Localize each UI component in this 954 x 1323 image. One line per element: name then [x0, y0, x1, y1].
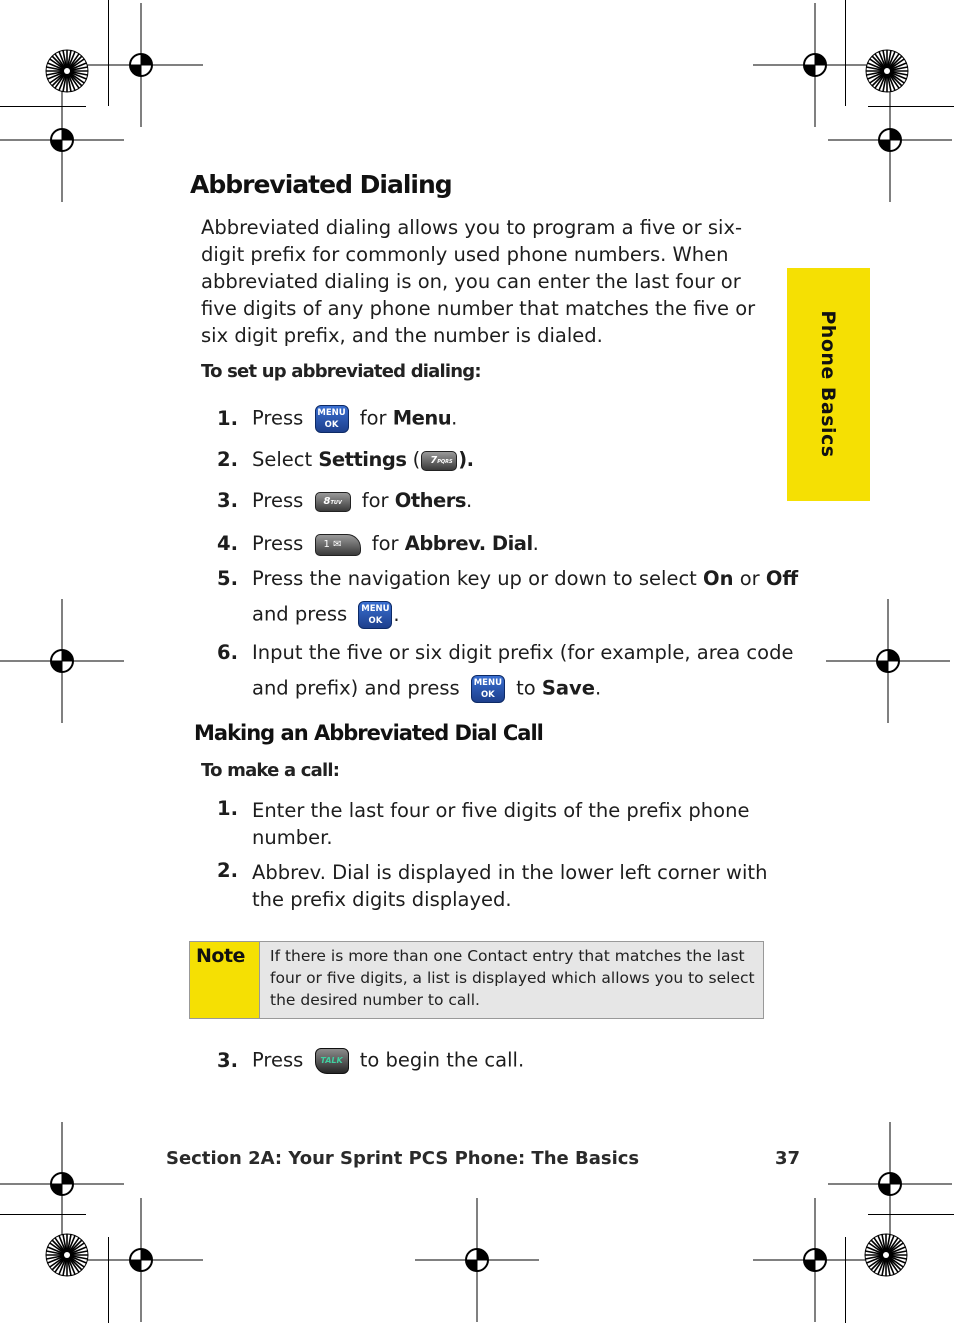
- setup-step-1: 1. Press MENU OK for Menu.: [217, 405, 457, 433]
- make-call-step-3: 3. Press TALK to begin the call.: [217, 1048, 524, 1074]
- step-number: 3.: [217, 489, 238, 512]
- menu-ok-key-icon: MENU OK: [358, 601, 392, 629]
- page-number: 37: [775, 1148, 801, 1169]
- make-call-step-1: Enter the last four or five digits of the prefix phone number.: [252, 799, 750, 849]
- key-8-icon: 8TUV: [315, 492, 351, 512]
- step-number: 2.: [217, 859, 238, 882]
- key-7-icon: 7PQRS: [421, 451, 457, 471]
- setup-step-6-line-2: and prefix) and press MENU OK to Save.: [252, 675, 601, 703]
- section-side-tab-label: Phone Basics: [817, 310, 839, 458]
- setup-step-2: 2. Select Settings ( 7PQRS ).: [217, 448, 474, 471]
- setup-step-6-line-1: Input the five or six digit prefix (for example, area code: [252, 641, 794, 664]
- step-number: 5.: [217, 567, 238, 590]
- setup-step-4: 4. Press 1 ✉ for Abbrev. Dial.: [217, 532, 539, 555]
- footer-section-title: Section 2A: Your Sprint PCS Phone: The Basics: [166, 1148, 640, 1169]
- setup-step-5-line-1: Press the navigation key up or down to select On or Off: [252, 567, 799, 590]
- talk-key-icon: TALK: [315, 1048, 349, 1074]
- key-1-voicemail-icon: 1 ✉: [315, 534, 361, 556]
- note-label-cell: Note: [190, 942, 260, 1018]
- step-number: 1.: [217, 406, 238, 430]
- menu-ok-key-icon: MENU OK: [315, 405, 349, 433]
- step-number: 6.: [217, 641, 238, 664]
- setup-lead: To set up abbreviated dialing:: [201, 361, 481, 382]
- make-call-lead: To make a call:: [201, 760, 340, 781]
- step-number: 1.: [217, 797, 238, 820]
- make-call-step-2: Abbrev. Dial is displayed in the lower left corner with the prefix digits displayed.: [252, 861, 768, 911]
- note-text: If there is more than one Contact entry that matches the last four or five digits, a list is displayed which allows you to select the desired number to call.: [270, 947, 755, 1009]
- setup-step-3: 3. Press 8TUV for Others.: [217, 489, 473, 512]
- intro-paragraph: Abbreviated dialing allows you to program a five or six-digit prefix for commonly used phone numbers. When abbreviated dialing is on, you can enter the last four or five digits of any phone number that matches the five or six digit prefix, and the number is dialed.: [201, 216, 756, 347]
- menu-ok-key-icon: MENU OK: [471, 675, 505, 703]
- step-number: 4.: [217, 532, 238, 555]
- section-heading: Making an Abbreviated Dial Call: [194, 721, 543, 745]
- page-title: Abbreviated Dialing: [190, 170, 452, 199]
- setup-step-5-line-2: and press MENU OK .: [252, 601, 400, 629]
- step-number: 2.: [217, 448, 238, 471]
- step-number: 3.: [217, 1048, 238, 1072]
- note-box: [189, 941, 764, 1019]
